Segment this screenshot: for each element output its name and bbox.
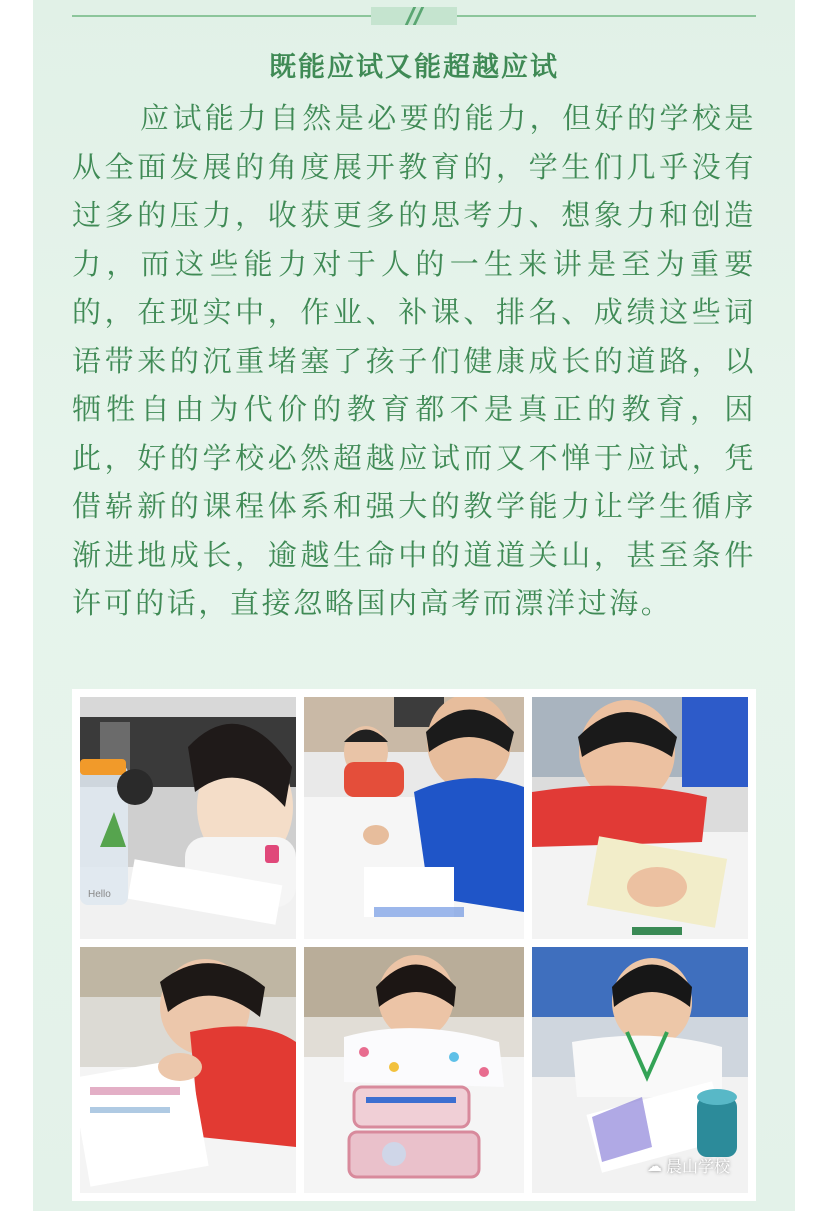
section-title: 既能应试又能超越应试	[269, 52, 559, 83]
watermark-text: 晨山学校	[665, 1157, 730, 1176]
photo-boy-lanyard	[532, 947, 748, 1193]
photo-boy-blue-shirt	[304, 697, 524, 939]
watermark	[647, 1154, 730, 1177]
photo-collage	[72, 689, 756, 1201]
photo-girl-with-bottle	[80, 697, 296, 939]
bottle-label: Hello	[88, 889, 111, 900]
photo-girl-red-shirt	[80, 947, 296, 1193]
photo-boy-red-shirt	[532, 697, 748, 939]
wechat-icon: ☁	[646, 1156, 662, 1175]
divider-ornament	[371, 7, 457, 25]
article-paragraph: 应试能力自然是必要的能力，但好的学校是从全面发展的角度展开教育的，学生们几乎没有过多的压力，收获更多的思考力、想象力和创造力，而这些能力对于人的一生来讲是至为重要的，在现实中，作业、补课、排名、成绩这些词语带来的沉重堵塞了孩子们健康成长的道路，以牺牲自由为代价的教育都不是真正的教育，因此，好的学校必然超越应试而又不惮于应试，凭借崭新的课程体系和强大的教学能力让学生循序渐进地成长，逾越生命中的道道关山，甚至条件许可的话，直接忽略国内高考而漂洋过海。	[72, 101, 756, 620]
photo-girl-pencil-case	[304, 947, 524, 1193]
